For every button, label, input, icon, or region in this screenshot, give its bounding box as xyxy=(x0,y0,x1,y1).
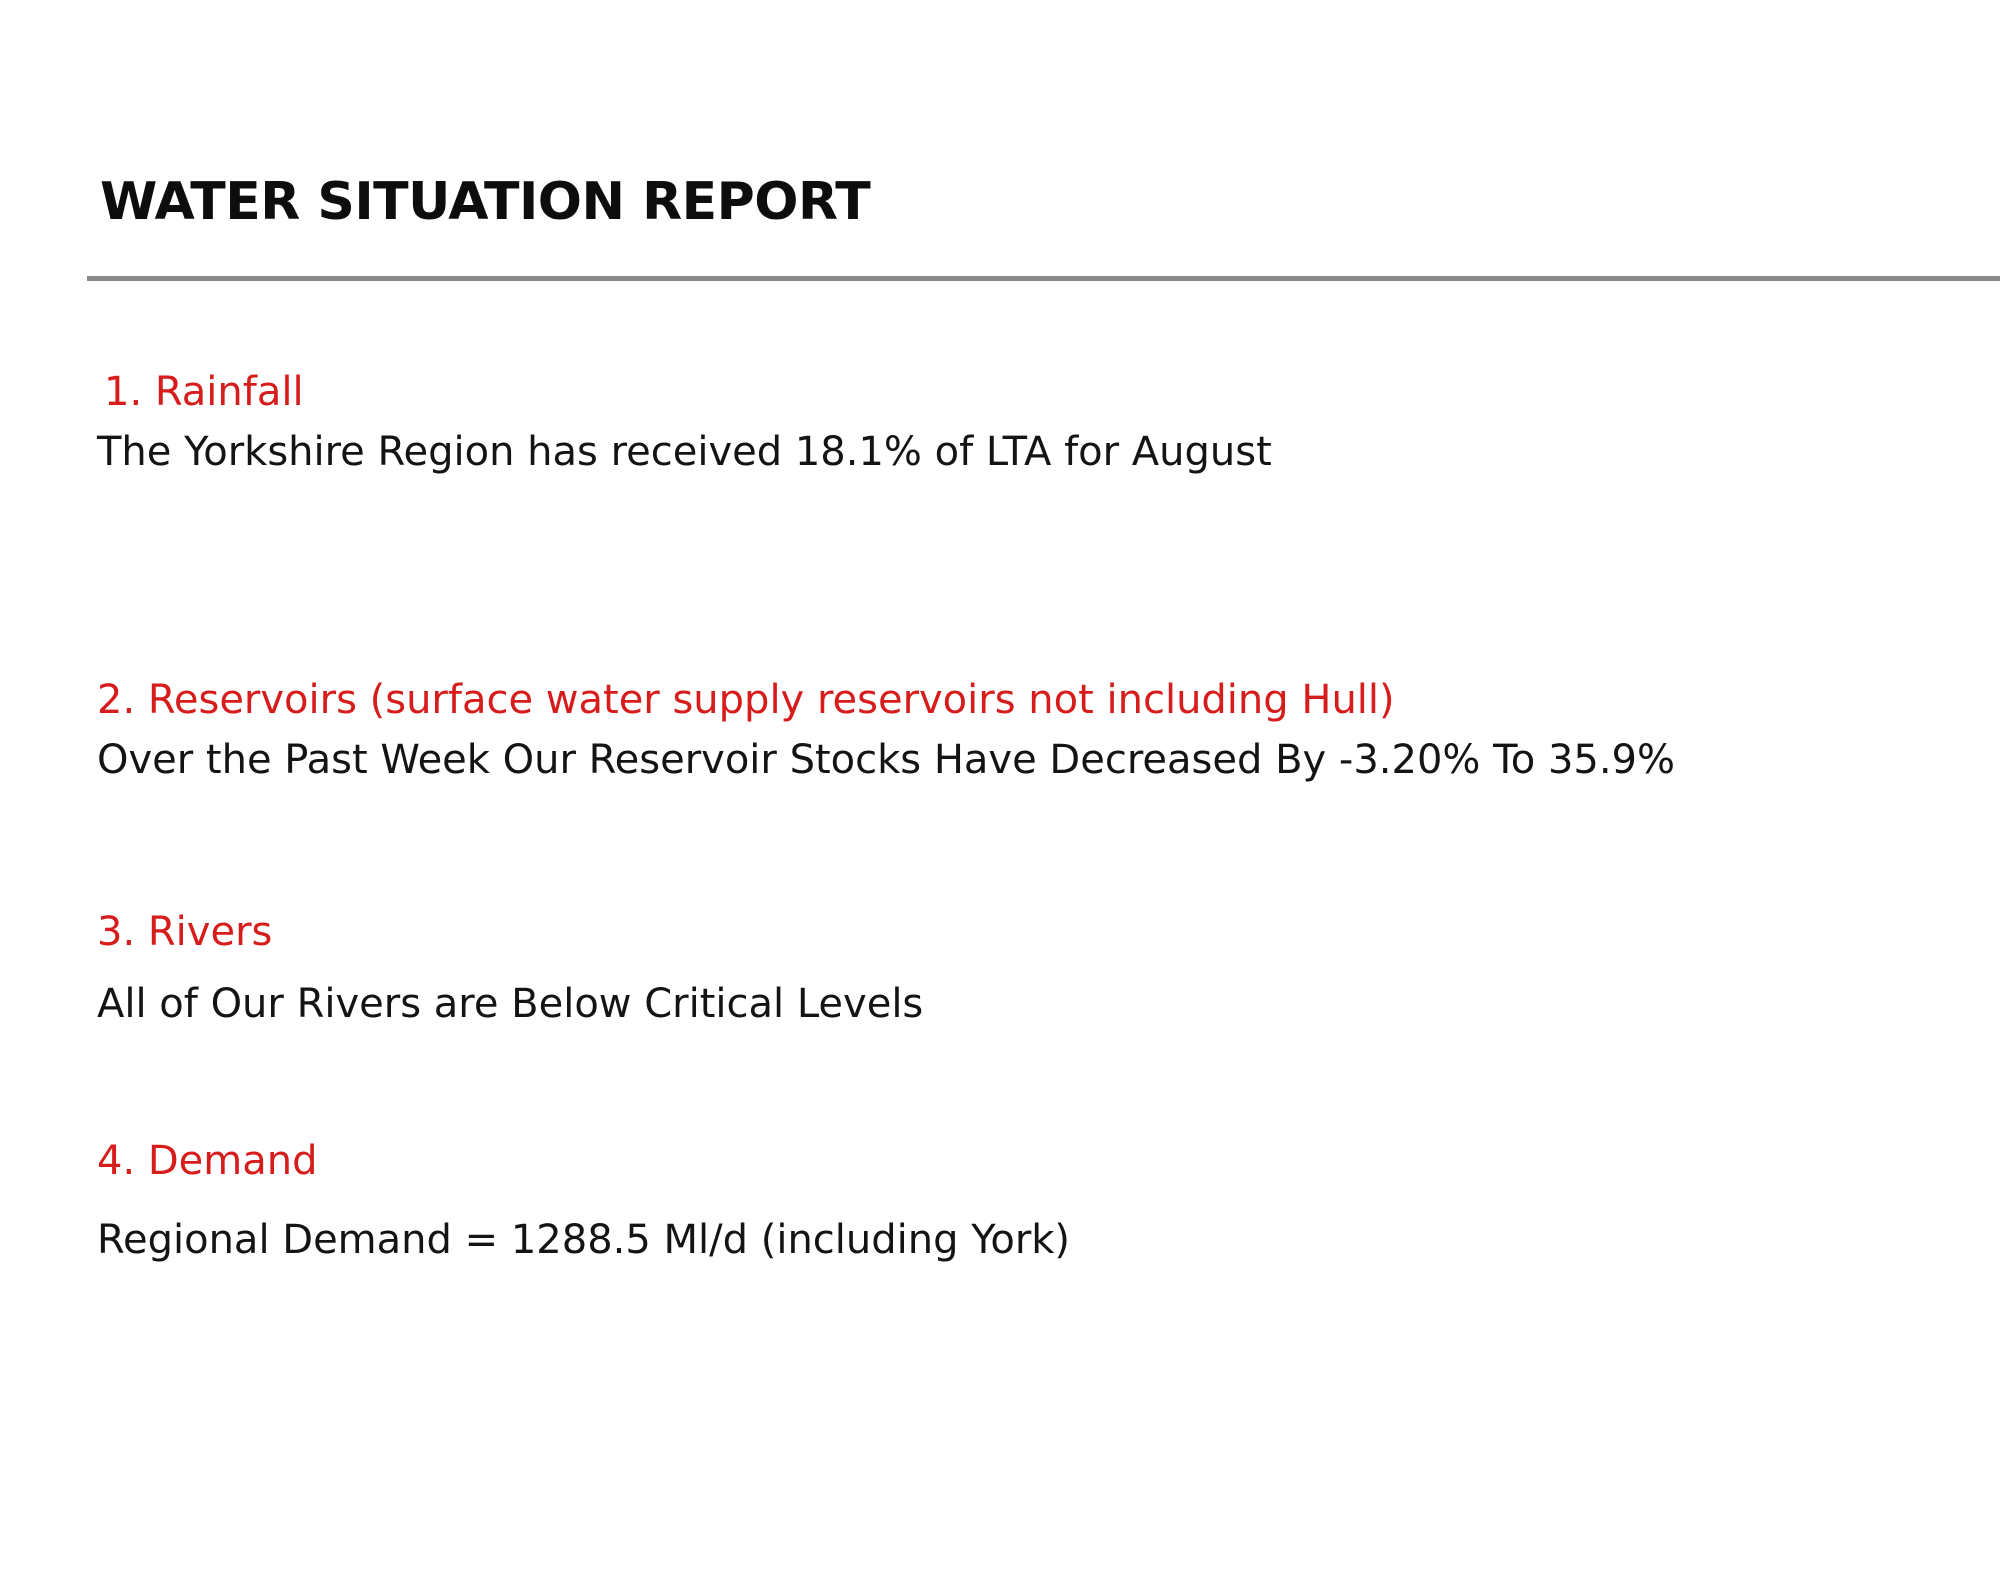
section-heading-rivers: 3. Rivers xyxy=(97,909,273,955)
section-heading-rainfall: 1. Rainfall xyxy=(104,369,304,415)
section-body-demand: Regional Demand = 1288.5 Ml/d (including York) xyxy=(97,1217,1071,1263)
title-divider xyxy=(87,276,2000,281)
report-title: WATER SITUATION REPORT xyxy=(100,172,871,232)
section-body-reservoirs: Over the Past Week Our Reservoir Stocks Have Decreased By -3.20% To 35.9% xyxy=(97,737,1676,783)
section-heading-demand: 4. Demand xyxy=(97,1138,318,1184)
section-body-rivers: All of Our Rivers are Below Critical Levels xyxy=(97,981,924,1027)
section-body-rainfall: The Yorkshire Region has received 18.1% of LTA for August xyxy=(97,429,1272,475)
section-heading-reservoirs: 2. Reservoirs (surface water supply reservoirs not including Hull) xyxy=(97,677,1395,723)
